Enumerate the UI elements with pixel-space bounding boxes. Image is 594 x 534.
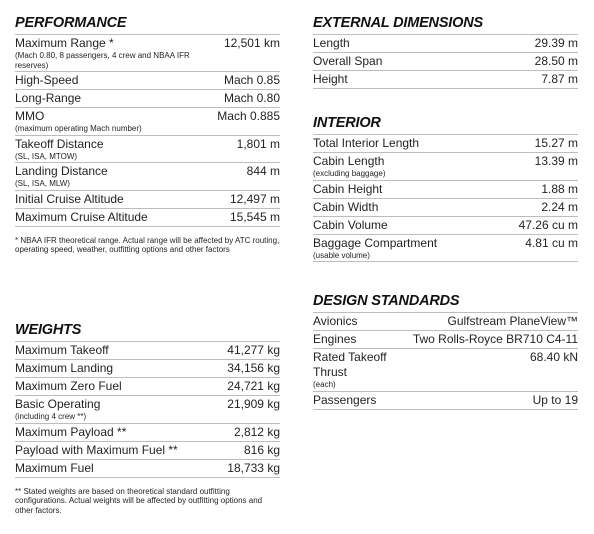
spec-value: 816 kg: [243, 442, 280, 457]
spec-row: [313, 153, 578, 181]
spec-row: [15, 163, 280, 191]
spec-label: Maximum Takeoff: [15, 343, 109, 357]
weights-title: WEIGHTS: [15, 322, 82, 338]
spec-label: Cabin Height: [313, 181, 383, 196]
spec-sublabel: (SL, ISA, MTOW): [15, 151, 78, 161]
spec-label: Passengers: [313, 392, 377, 407]
spec-label-group: [15, 210, 148, 225]
spec-label: Maximum Payload **: [15, 424, 127, 439]
spec-label: Height: [313, 72, 348, 86]
spec-row: [15, 342, 280, 360]
spec-row: [313, 349, 578, 392]
spec-value: 1,801 m: [236, 136, 280, 151]
spec-label: Total Interior Length: [313, 136, 420, 150]
spec-label: Long-Range: [15, 91, 82, 105]
spec-label-group: [313, 36, 350, 51]
spec-value: Mach 0.80: [223, 91, 280, 105]
spec-label: Landing Distance: [15, 164, 108, 178]
performance-rows: [15, 34, 280, 227]
spec-row: [15, 396, 280, 424]
spec-label-group: [15, 192, 124, 207]
spec-value: 34,156 kg: [227, 361, 280, 375]
spec-label-group: [313, 54, 382, 69]
spec-label-group: [15, 397, 100, 422]
spec-value: 844 m: [246, 164, 280, 178]
spec-value: 4.81 cu m: [525, 235, 578, 250]
weights-section: [15, 321, 280, 515]
spec-label: Rated Takeoff Thrust: [313, 350, 387, 379]
spec-label: Engines: [313, 332, 357, 346]
spec-label: Cabin Volume: [313, 217, 388, 232]
external-title: EXTERNAL DIMENSIONS: [313, 15, 483, 31]
spec-value: Two Rolls-Royce BR710 C4-11: [412, 332, 578, 346]
spec-value: 2.24 m: [541, 199, 578, 214]
spec-row: [313, 392, 578, 410]
spec-value: Mach 0.885: [217, 109, 280, 123]
spec-value: 24,721 kg: [227, 379, 280, 393]
spec-label: Payload with Maximum Fuel **: [15, 442, 178, 457]
spec-label-group: [15, 425, 126, 440]
spec-label-group: [15, 91, 81, 106]
spec-value: Gulfstream PlaneView™: [447, 314, 578, 328]
spec-label: Maximum Landing: [15, 361, 114, 375]
spec-label: Maximum Cruise Altitude: [15, 209, 148, 224]
spec-label: Maximum Zero Fuel: [15, 379, 122, 393]
spec-label-group: [15, 36, 215, 70]
spec-label: Overall Span: [313, 54, 383, 68]
spec-label-group: [15, 379, 122, 394]
spec-value: 29.39 m: [534, 36, 578, 50]
interior-title: INTERIOR: [313, 115, 381, 131]
spec-row: [313, 199, 578, 217]
spec-label: MMO: [15, 109, 45, 123]
spec-label-group: [15, 73, 78, 88]
spec-value: 15.27 m: [534, 136, 578, 150]
spec-value: 21,909 kg: [227, 397, 280, 411]
spec-label-group: [313, 182, 382, 197]
spec-label-group: [313, 332, 356, 347]
spec-row: [313, 313, 578, 331]
design-title: DESIGN STANDARDS: [313, 293, 460, 309]
weights-rows: [15, 341, 280, 478]
spec-row: [313, 35, 578, 53]
spec-label: Baggage Compartment: [313, 235, 438, 250]
spec-value: 2,812 kg: [233, 424, 280, 439]
spec-label-group: [313, 236, 437, 261]
spec-row: [313, 217, 578, 235]
spec-label-group: [313, 218, 388, 233]
spec-label-group: [15, 137, 104, 162]
external-section: [313, 14, 578, 89]
spec-label: Initial Cruise Altitude: [15, 191, 124, 206]
spec-row: [15, 136, 280, 164]
spec-row: [313, 331, 578, 349]
spec-label-group: [313, 350, 403, 390]
spec-value: 1.88 m: [541, 181, 578, 196]
spec-value: 41,277 kg: [227, 343, 280, 357]
spec-row: [15, 378, 280, 396]
spec-value: 18,733 kg: [227, 460, 280, 475]
spec-sublabel: (Mach 0.80, 8 passengers, 4 crew and NBAA IFR reserves): [15, 51, 190, 70]
spec-row: [313, 235, 578, 263]
spec-row: [313, 181, 578, 199]
spec-label-group: [313, 136, 419, 151]
spec-label: Maximum Fuel: [15, 460, 94, 475]
spec-label-group: [15, 361, 113, 376]
spec-label: Maximum Range *: [15, 36, 114, 50]
spec-value: 12,501 km: [223, 36, 280, 50]
spec-row: [15, 108, 280, 136]
external-rows: [313, 34, 578, 89]
spec-row: [15, 460, 280, 478]
spec-sublabel: (including 4 crew **): [15, 412, 87, 421]
spec-label: High-Speed: [15, 73, 79, 87]
spec-label-group: [313, 200, 378, 215]
design-rows: [313, 312, 578, 410]
spec-value: Mach 0.85: [223, 73, 280, 87]
spec-row: [15, 191, 280, 209]
spec-label-group: [313, 314, 357, 329]
spec-row: [313, 135, 578, 153]
interior-section: [313, 114, 578, 262]
spec-sublabel: (SL, ISA, MLW): [15, 179, 70, 188]
spec-value: 7.87 m: [541, 72, 578, 86]
spec-value: 13.39 m: [534, 154, 578, 168]
spec-value: 68.40 kN: [529, 350, 578, 364]
spec-label: Basic Operating: [15, 397, 101, 411]
spec-value: Up to 19: [532, 392, 578, 407]
spec-row: [15, 72, 280, 90]
design-section: [313, 292, 578, 410]
spec-label-group: [15, 461, 94, 476]
spec-value: 15,545 m: [229, 209, 280, 224]
spec-row: [15, 424, 280, 442]
spec-label-group: [15, 443, 178, 458]
spec-label: Cabin Length: [313, 154, 385, 168]
spec-label-group: [15, 164, 108, 189]
interior-rows: [313, 134, 578, 262]
spec-row: [15, 90, 280, 108]
spec-label-group: [313, 393, 376, 408]
spec-label: Cabin Width: [313, 199, 379, 214]
spec-sublabel: (excluding baggage): [313, 169, 386, 178]
spec-sublabel: (maximum operating Mach number): [15, 124, 142, 133]
spec-value: 47.26 cu m: [518, 217, 578, 232]
spec-row: [15, 35, 280, 72]
spec-sublabel: (each): [313, 380, 336, 389]
spec-row: [313, 53, 578, 71]
spec-label: Takeoff Distance: [15, 136, 104, 151]
spec-label: Avionics: [313, 314, 358, 328]
spec-row: [15, 209, 280, 227]
spec-row: [313, 71, 578, 89]
spec-value: 28.50 m: [534, 54, 578, 68]
spec-label-group: [15, 343, 109, 358]
spec-value: 12,497 m: [229, 191, 280, 206]
spec-row: [15, 360, 280, 378]
performance-section: [15, 14, 280, 255]
spec-sublabel: (usable volume): [313, 250, 370, 260]
spec-label-group: [15, 109, 142, 134]
spec-label-group: [313, 154, 386, 179]
spec-label-group: [313, 72, 348, 87]
spec-label: Length: [313, 36, 350, 50]
spec-row: [15, 442, 280, 460]
performance-note: * NBAA IFR theoretical range. Actual range will be affected by ATC routing, operating speed, weather, outfitting options and other factors: [15, 235, 280, 254]
performance-title: PERFORMANCE: [15, 15, 127, 31]
weights-note: ** Stated weights are based on theoretical standard outfitting configurations. Actual weights will be affected by outfitting options and other factors.: [15, 486, 263, 515]
